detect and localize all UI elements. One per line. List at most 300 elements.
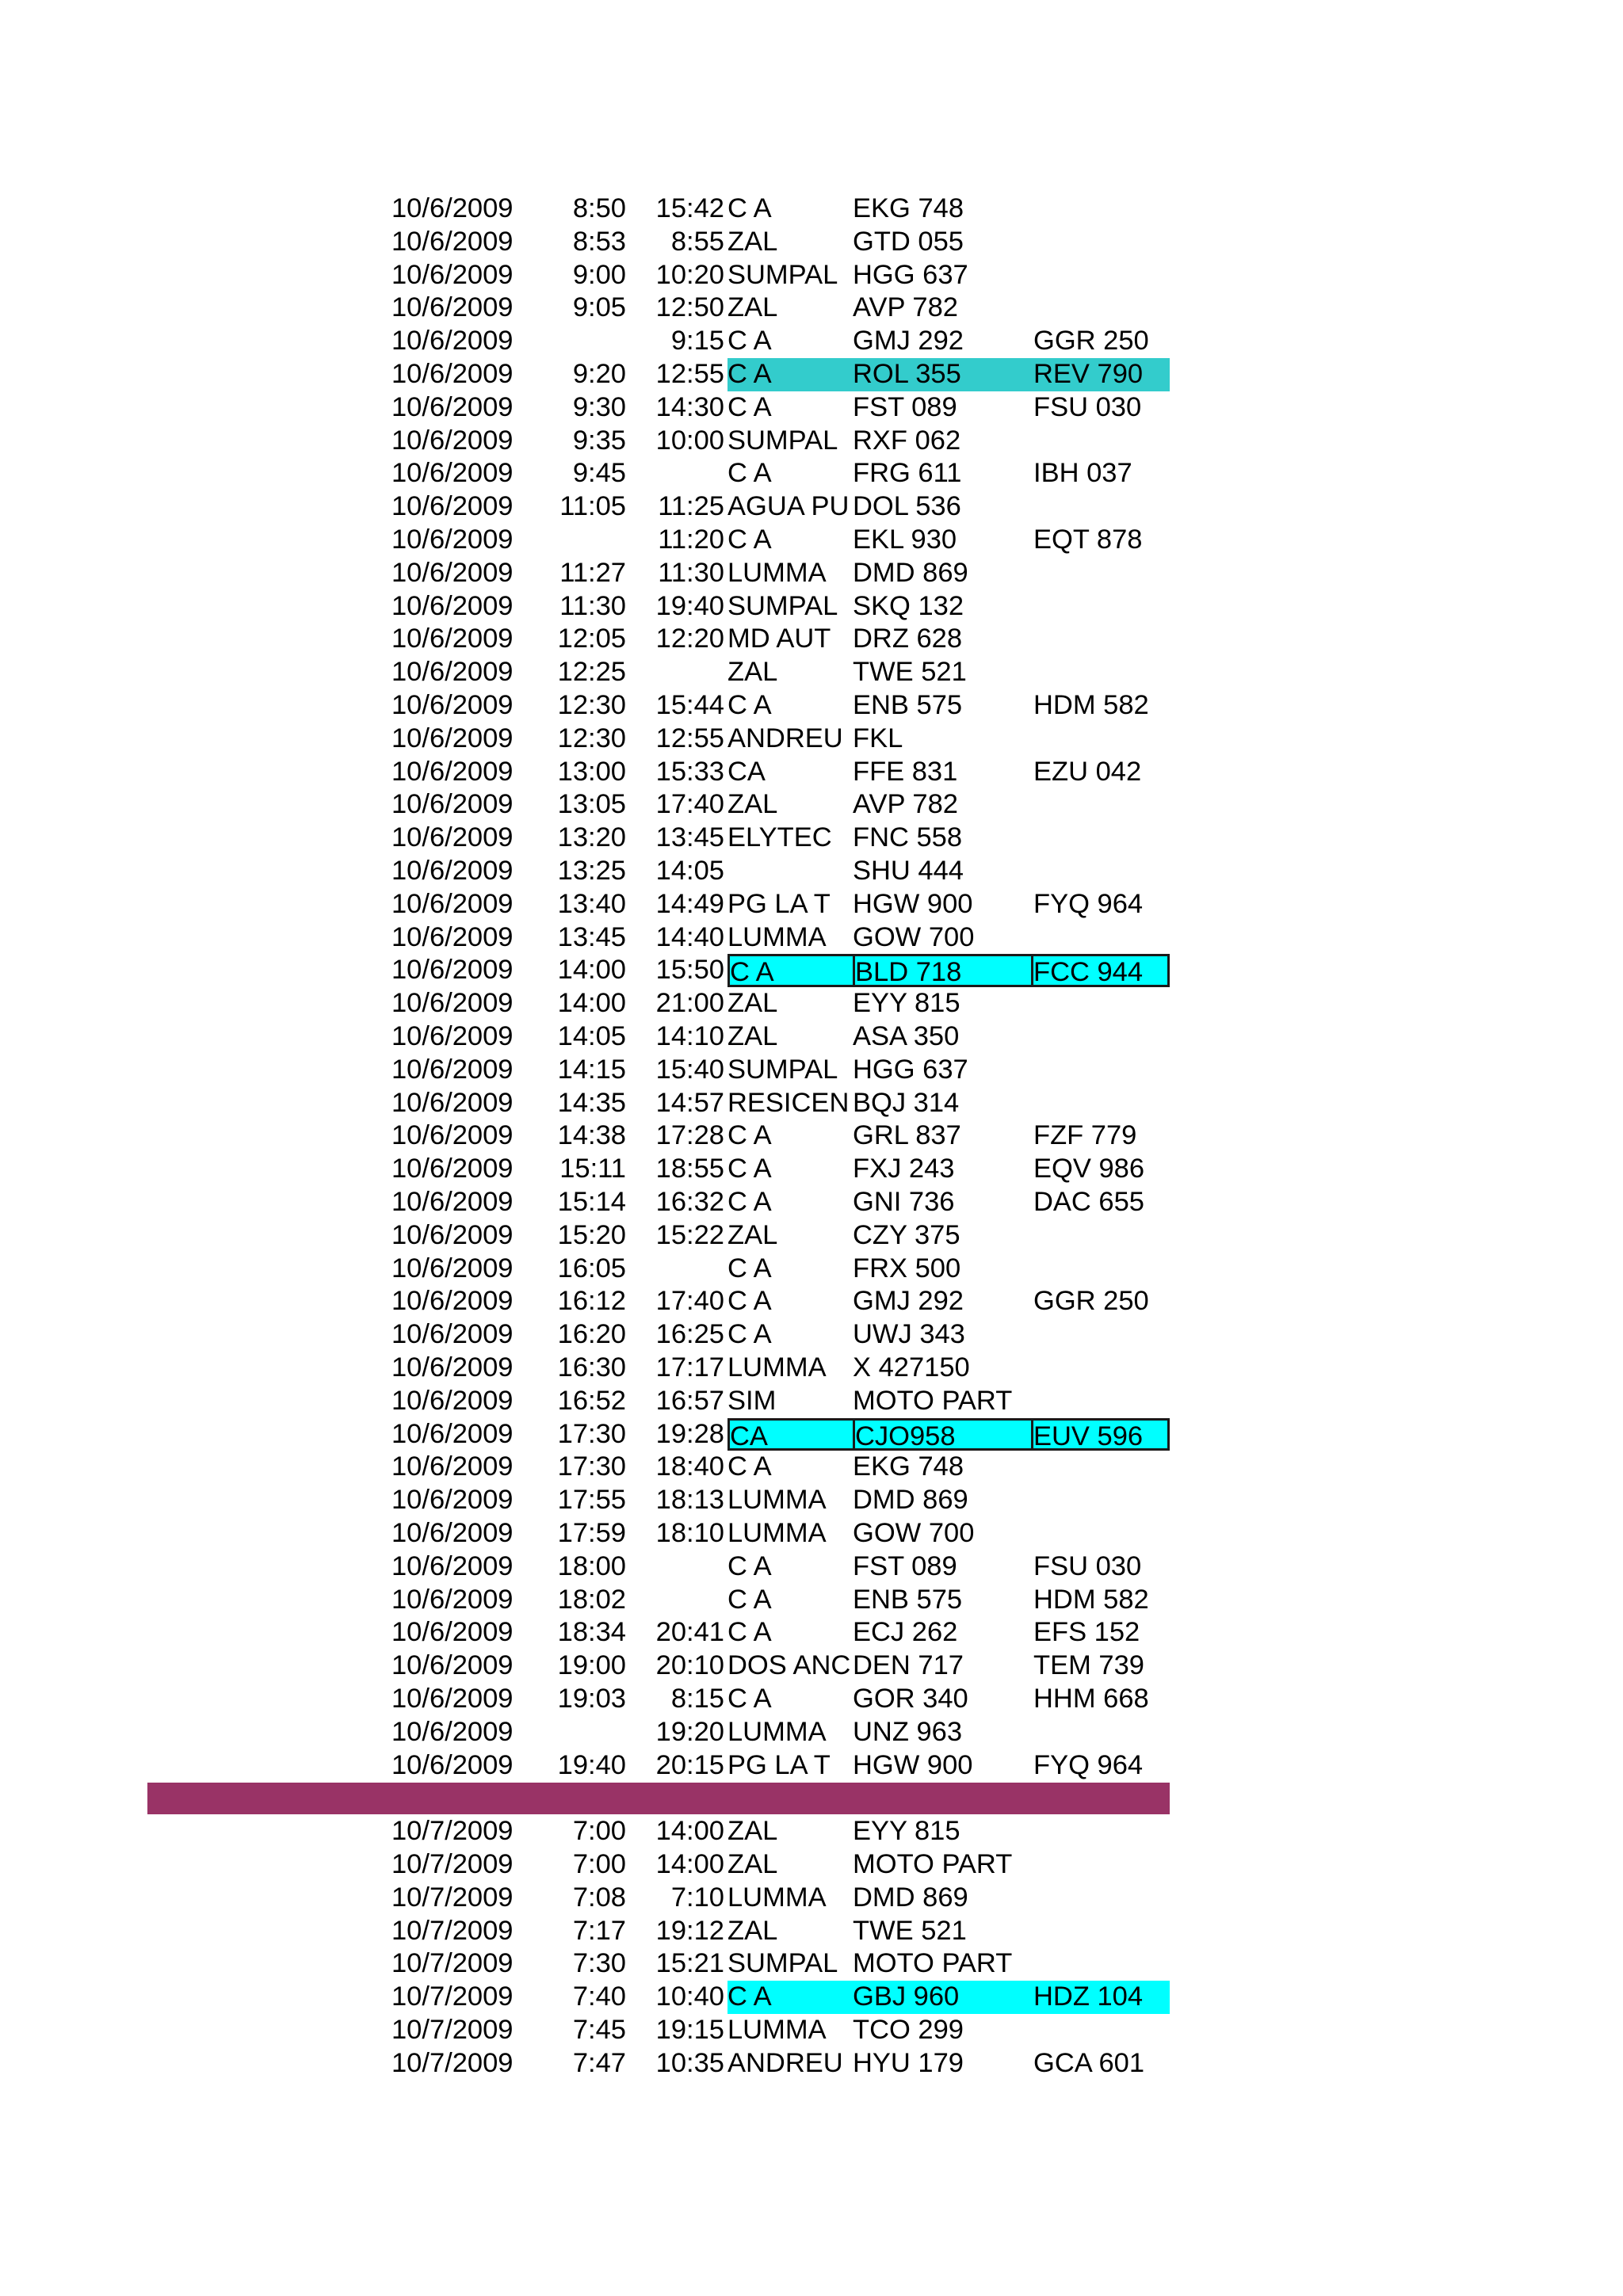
row-plate: ENB 575 (853, 690, 963, 720)
row-date: 10/6/2009 (391, 1154, 514, 1184)
row-start-time (550, 524, 629, 557)
row-end-time: 12:20 (655, 624, 724, 654)
row-date: 10/6/2009 (391, 1087, 514, 1118)
table-row (0, 1584, 1623, 1617)
table-row (0, 524, 1623, 557)
row-start-time: 17:30 (557, 1418, 626, 1449)
table-row (0, 490, 1623, 524)
table-row (0, 2047, 1623, 2081)
table-row (0, 1947, 1623, 1981)
row-date: 10/6/2009 (391, 1617, 514, 1648)
row-plate: FRG 611 (853, 458, 962, 489)
row-date: 10/6/2009 (391, 1749, 514, 1780)
row-plate: TWE 521 (853, 1915, 967, 1946)
row-company: ZAL (727, 1849, 778, 1879)
row-plate-secondary: FSU 030 (1033, 391, 1142, 422)
row-end-time: 20:15 (655, 1749, 724, 1780)
row-end-time: 12:55 (655, 359, 724, 389)
row-start-time: 9:20 (572, 359, 626, 389)
row-end-time: 14:49 (655, 888, 724, 919)
row-plate: AVP 782 (853, 789, 958, 820)
row-plate: X 427150 (853, 1352, 970, 1383)
table-row (0, 2014, 1623, 2047)
row-plate-secondary (1033, 1054, 1170, 1087)
row-company: SUMPAL (727, 1948, 838, 1979)
row-start-time: 12:05 (557, 624, 626, 654)
table-row (0, 1253, 1623, 1286)
row-plate: EKL 930 (853, 524, 957, 555)
table-row (0, 292, 1623, 325)
row-start-time: 9:30 (572, 391, 626, 422)
row-end-time: 15:44 (655, 690, 724, 720)
row-end-time (634, 1550, 726, 1584)
row-company: SIM (727, 1385, 777, 1416)
row-date: 10/6/2009 (391, 1650, 514, 1681)
row-plate: FRX 500 (853, 1253, 961, 1283)
row-company: C A (727, 1584, 772, 1615)
row-end-time: 15:21 (655, 1948, 724, 1979)
row-start-time: 14:35 (557, 1087, 626, 1118)
table-row (0, 954, 1623, 987)
table-row (0, 1484, 1623, 1517)
row-plate: GMJ 292 (853, 326, 964, 357)
row-date: 10/7/2009 (391, 2015, 514, 2045)
row-plate: EYY 815 (853, 1816, 960, 1847)
row-start-time: 17:59 (557, 1518, 626, 1548)
row-end-time: 15:42 (655, 193, 724, 223)
row-plate: GOW 700 (853, 921, 975, 952)
row-plate: ECJ 262 (853, 1617, 958, 1648)
row-start-time (550, 1716, 629, 1749)
table-row (0, 788, 1623, 822)
row-end-time (634, 1584, 726, 1617)
table-row (0, 1352, 1623, 1385)
row-plate-secondary: EZU 042 (1033, 756, 1142, 787)
table-row (0, 1285, 1623, 1318)
row-plate: HGW 900 (853, 1749, 973, 1780)
row-company: SUMPAL (727, 259, 838, 290)
row-company: C A (727, 193, 772, 223)
row-end-time: 14:30 (655, 391, 724, 422)
row-company: ZAL (727, 292, 778, 323)
row-company: C A (727, 1187, 772, 1217)
row-plate: ROL 355 (853, 358, 1033, 391)
row-date: 10/6/2009 (391, 657, 514, 688)
row-plate: EYY 815 (853, 988, 960, 1019)
table-row (0, 391, 1623, 425)
table-row (0, 1087, 1623, 1120)
row-plate-secondary (1033, 1020, 1170, 1054)
row-end-time: 19:40 (655, 590, 724, 621)
row-start-time: 11:30 (559, 590, 626, 621)
row-start-time: 19:03 (557, 1684, 626, 1714)
row-start-time: 16:05 (557, 1253, 626, 1283)
row-company: C A (727, 690, 772, 720)
row-date: 10/6/2009 (391, 756, 514, 787)
row-company: ANDREU (727, 2047, 843, 2078)
row-company: ZAL (727, 988, 778, 1019)
row-plate-secondary: FYQ 964 (1033, 1749, 1144, 1780)
row-plate-secondary (1033, 425, 1170, 458)
row-end-time: 10:35 (655, 2047, 724, 2078)
row-plate-secondary: REV 790 (1033, 358, 1170, 391)
row-company: C A (727, 358, 853, 391)
table-row (0, 1119, 1623, 1153)
row-plate: FKL (853, 723, 903, 753)
row-end-time (634, 656, 726, 689)
row-company: LUMMA (727, 1352, 827, 1383)
row-start-time: 16:30 (557, 1352, 626, 1383)
row-start-time: 9:00 (572, 259, 626, 290)
row-start-time: 7:40 (572, 1981, 626, 2012)
row-plate: UNZ 963 (853, 1716, 963, 1747)
table-row (0, 921, 1623, 955)
row-date: 10/6/2009 (391, 856, 514, 886)
row-company: C A (727, 458, 772, 489)
row-plate: FXJ 243 (853, 1154, 955, 1184)
row-company: C A (727, 1154, 772, 1184)
row-plate-secondary (1033, 788, 1170, 822)
row-date: 10/6/2009 (391, 1021, 514, 1051)
row-plate: HGG 637 (853, 1054, 968, 1085)
row-end-time: 10:40 (655, 1981, 724, 2012)
row-plate-secondary: GCA 601 (1033, 2047, 1145, 2078)
row-plate-secondary (1033, 1385, 1170, 1418)
row-date: 10/6/2009 (391, 259, 514, 290)
row-end-time: 17:40 (655, 789, 724, 820)
row-start-time: 9:45 (572, 458, 626, 489)
row-end-time: 16:32 (655, 1187, 724, 1217)
row-end-time: 19:15 (655, 2015, 724, 2045)
row-start-time: 19:00 (557, 1650, 626, 1681)
row-end-time: 10:20 (655, 259, 724, 290)
row-company: C A (727, 1319, 772, 1350)
table-row (0, 1981, 1623, 2014)
table-row (0, 1153, 1623, 1186)
row-date: 10/7/2009 (391, 1882, 514, 1913)
row-date: 10/7/2009 (391, 1981, 514, 2012)
row-start-time: 14:00 (557, 988, 626, 1019)
row-end-time: 14:10 (655, 1021, 724, 1051)
row-start-time: 13:00 (557, 756, 626, 787)
row-date: 10/6/2009 (391, 1485, 514, 1516)
row-plate: GTD 055 (853, 226, 964, 257)
row-plate-secondary (1033, 723, 1170, 756)
row-start-time: 16:52 (557, 1385, 626, 1416)
row-start-time: 13:25 (557, 856, 626, 886)
table-row (0, 1650, 1623, 1683)
row-date: 10/6/2009 (391, 1219, 514, 1250)
row-company: LUMMA (727, 1485, 827, 1516)
table-row (0, 822, 1623, 855)
row-plate-secondary (1033, 1484, 1170, 1517)
table-row (0, 1749, 1623, 1783)
row-plate-secondary (1033, 557, 1170, 590)
row-plate-secondary (1033, 1219, 1170, 1253)
row-plate: MOTO PART (853, 1948, 1013, 1979)
row-company: C A (727, 954, 853, 987)
row-date: 10/6/2009 (391, 193, 514, 223)
row-plate-secondary (1033, 1716, 1170, 1749)
row-plate: HGW 900 (853, 888, 973, 919)
table-row (0, 1616, 1623, 1650)
row-end-time: 12:55 (655, 723, 724, 753)
row-date: 10/6/2009 (391, 1319, 514, 1350)
row-company: PG LA T (727, 1749, 831, 1780)
table-row (0, 226, 1623, 259)
row-end-time (634, 457, 726, 490)
row-start-time: 8:53 (572, 226, 626, 257)
table-row (0, 1418, 1623, 1451)
row-start-time: 16:12 (557, 1286, 626, 1317)
table-row (0, 1219, 1623, 1253)
row-end-time: 15:33 (655, 756, 724, 787)
row-plate: HYU 179 (853, 2047, 964, 2078)
table-row (0, 656, 1623, 689)
table-row (0, 756, 1623, 789)
row-end-time: 17:40 (655, 1286, 724, 1317)
row-company: CA (727, 756, 766, 787)
row-plate: MOTO PART (853, 1849, 1013, 1879)
row-end-time: 19:12 (655, 1915, 724, 1946)
row-end-time: 14:57 (655, 1087, 724, 1118)
row-plate: GBJ 960 (853, 1981, 1033, 2014)
table-row (0, 557, 1623, 590)
row-plate-secondary (1033, 490, 1170, 524)
table-row (0, 425, 1623, 458)
row-plate-secondary: IBH 037 (1033, 458, 1132, 489)
row-plate-secondary: HDM 582 (1033, 1584, 1149, 1615)
row-date: 10/6/2009 (391, 359, 514, 389)
row-plate-secondary (1033, 623, 1170, 656)
row-start-time: 9:05 (572, 292, 626, 323)
row-plate-secondary (1033, 1318, 1170, 1352)
row-company: AGUA PU (727, 491, 850, 522)
row-company: MD AUT (727, 624, 831, 654)
table-row (0, 855, 1623, 888)
row-end-time: 20:10 (655, 1650, 724, 1681)
row-company: SUMPAL (727, 590, 838, 621)
row-start-time: 15:20 (557, 1219, 626, 1250)
table-row (0, 1815, 1623, 1848)
table-row (0, 888, 1623, 921)
row-plate: EKG 748 (853, 193, 964, 223)
row-start-time: 13:20 (557, 822, 626, 853)
row-end-time: 11:30 (658, 557, 724, 588)
table-row (0, 1186, 1623, 1219)
row-date: 10/6/2009 (391, 822, 514, 853)
row-plate-secondary: EFS 152 (1033, 1617, 1140, 1648)
row-company: DOS ANC (727, 1650, 851, 1681)
row-date: 10/6/2009 (391, 524, 514, 555)
row-start-time: 12:30 (557, 723, 626, 753)
row-date: 10/6/2009 (391, 1584, 514, 1615)
row-plate-secondary (1033, 1352, 1170, 1385)
row-date: 10/6/2009 (391, 789, 514, 820)
row-start-time: 15:14 (557, 1187, 626, 1217)
row-plate-secondary: HDZ 104 (1033, 1981, 1170, 2014)
row-plate: BQJ 314 (853, 1087, 960, 1118)
row-plate-secondary (1033, 259, 1170, 292)
row-company: ZAL (727, 1219, 778, 1250)
row-end-time: 7:10 (670, 1882, 724, 1913)
row-start-time: 17:30 (557, 1451, 626, 1482)
row-end-time: 16:25 (655, 1319, 724, 1350)
row-date: 10/7/2009 (391, 2047, 514, 2078)
row-plate: DRZ 628 (853, 624, 963, 654)
row-company: C A (727, 1550, 772, 1581)
row-plate-secondary (1033, 1947, 1170, 1981)
row-date: 10/6/2009 (391, 326, 514, 357)
row-date: 10/6/2009 (391, 1352, 514, 1383)
row-plate: DMD 869 (853, 1882, 968, 1913)
row-date: 10/6/2009 (391, 888, 514, 919)
row-start-time: 14:38 (557, 1120, 626, 1151)
row-date: 10/7/2009 (391, 1849, 514, 1879)
row-date: 10/6/2009 (391, 1684, 514, 1714)
row-company: ZAL (727, 789, 778, 820)
row-company (727, 855, 853, 888)
row-plate: CZY 375 (853, 1219, 960, 1250)
row-plate-secondary: DAC 655 (1033, 1187, 1144, 1217)
row-start-time: 14:05 (557, 1021, 626, 1051)
table-row (0, 1716, 1623, 1749)
row-start-time: 12:30 (557, 690, 626, 720)
row-start-time: 7:00 (572, 1816, 626, 1847)
table-row (0, 623, 1623, 656)
row-company: C A (727, 1981, 853, 2014)
row-company: C A (727, 1684, 772, 1714)
row-start-time: 9:35 (572, 425, 626, 456)
row-end-time: 9:15 (670, 326, 724, 357)
row-company: LUMMA (727, 2015, 827, 2045)
row-company: C A (727, 1451, 772, 1482)
row-company: ELYTEC (727, 822, 832, 853)
table-row (0, 689, 1623, 723)
row-start-time: 18:34 (557, 1617, 626, 1648)
row-plate-secondary (1033, 1848, 1170, 1882)
table-row (0, 325, 1623, 358)
row-company: C A (727, 524, 772, 555)
row-company: PG LA T (727, 888, 831, 919)
row-date: 10/6/2009 (391, 921, 514, 952)
row-start-time: 7:00 (572, 1849, 626, 1879)
row-company: C A (727, 391, 772, 422)
row-date: 10/6/2009 (391, 624, 514, 654)
row-start-time: 11:05 (559, 491, 626, 522)
row-start-time: 11:27 (559, 557, 626, 588)
table-row (0, 1385, 1623, 1418)
row-start-time: 7:17 (572, 1915, 626, 1946)
row-date: 10/6/2009 (391, 590, 514, 621)
row-plate-secondary (1033, 855, 1170, 888)
row-start-time: 13:05 (557, 789, 626, 820)
row-end-time: 18:10 (655, 1518, 724, 1548)
row-plate-secondary: HHM 668 (1033, 1684, 1149, 1714)
row-date: 10/6/2009 (391, 458, 514, 489)
row-plate: GOR 340 (853, 1684, 968, 1714)
row-plate: DOL 536 (853, 491, 961, 522)
row-plate: DEN 717 (853, 1650, 964, 1681)
row-plate: TCO 299 (853, 2015, 964, 2045)
row-date: 10/7/2009 (391, 1915, 514, 1946)
row-company: C A (727, 1253, 772, 1283)
row-end-time: 20:41 (655, 1617, 724, 1648)
row-plate-secondary (1033, 921, 1170, 955)
row-start-time: 17:55 (557, 1485, 626, 1516)
row-plate-secondary: EQT 878 (1033, 524, 1143, 555)
row-date: 10/6/2009 (391, 1054, 514, 1085)
row-end-time: 18:40 (655, 1451, 724, 1482)
row-plate-secondary: TEM 739 (1033, 1650, 1144, 1681)
row-date: 10/6/2009 (391, 690, 514, 720)
row-start-time: 7:08 (572, 1882, 626, 1913)
table-row (0, 1683, 1623, 1716)
row-plate-secondary (1033, 226, 1170, 259)
row-company: C A (727, 1617, 772, 1648)
row-plate-secondary: EQV 986 (1033, 1154, 1145, 1184)
row-end-time: 21:00 (655, 988, 724, 1019)
row-end-time: 19:28 (655, 1418, 724, 1449)
row-end-time: 10:00 (655, 425, 724, 456)
row-plate-secondary (1033, 1087, 1170, 1120)
row-date: 10/6/2009 (391, 1120, 514, 1151)
row-plate: ASA 350 (853, 1021, 960, 1051)
table-row (0, 1915, 1623, 1948)
row-plate: MOTO PART (853, 1385, 1013, 1416)
row-end-time: 19:20 (655, 1716, 724, 1747)
row-end-time: 8:15 (670, 1684, 724, 1714)
row-date: 10/6/2009 (391, 723, 514, 753)
row-end-time: 17:28 (655, 1120, 724, 1151)
row-company: LUMMA (727, 1716, 827, 1747)
row-end-time: 14:40 (655, 921, 724, 952)
row-end-time: 12:50 (655, 292, 724, 323)
row-date: 10/6/2009 (391, 1518, 514, 1548)
row-plate-secondary: FYQ 964 (1033, 888, 1144, 919)
row-plate: GNI 736 (853, 1187, 955, 1217)
row-date: 10/6/2009 (391, 1286, 514, 1317)
row-date: 10/6/2009 (391, 292, 514, 323)
row-date: 10/6/2009 (391, 391, 514, 422)
row-end-time: 11:25 (658, 491, 724, 522)
row-plate-secondary: EUV 596 (1033, 1418, 1170, 1451)
row-plate-secondary (1033, 1882, 1170, 1915)
row-company: RESICEN (727, 1087, 850, 1118)
row-plate-secondary (1033, 987, 1170, 1020)
table-row (0, 1848, 1623, 1882)
row-start-time: 18:00 (557, 1550, 626, 1581)
row-date: 10/6/2009 (391, 1716, 514, 1747)
row-end-time: 16:57 (655, 1385, 724, 1416)
table-row (0, 193, 1623, 226)
row-plate: FNC 558 (853, 822, 963, 853)
row-plate-secondary: GGR 250 (1033, 1286, 1149, 1317)
row-end-time: 15:50 (655, 955, 724, 986)
row-end-time: 17:17 (655, 1352, 724, 1383)
row-plate: DMD 869 (853, 557, 968, 588)
table-row (0, 1550, 1623, 1584)
row-plate-secondary (1033, 1253, 1170, 1286)
row-date: 10/6/2009 (391, 1451, 514, 1482)
row-date: 10/6/2009 (391, 1550, 514, 1581)
row-start-time (550, 325, 629, 358)
row-end-time: 14:00 (655, 1816, 724, 1847)
table-row (0, 987, 1623, 1020)
row-plate-secondary (1033, 1915, 1170, 1948)
row-company: ZAL (727, 1816, 778, 1847)
row-end-time: 18:13 (655, 1485, 724, 1516)
